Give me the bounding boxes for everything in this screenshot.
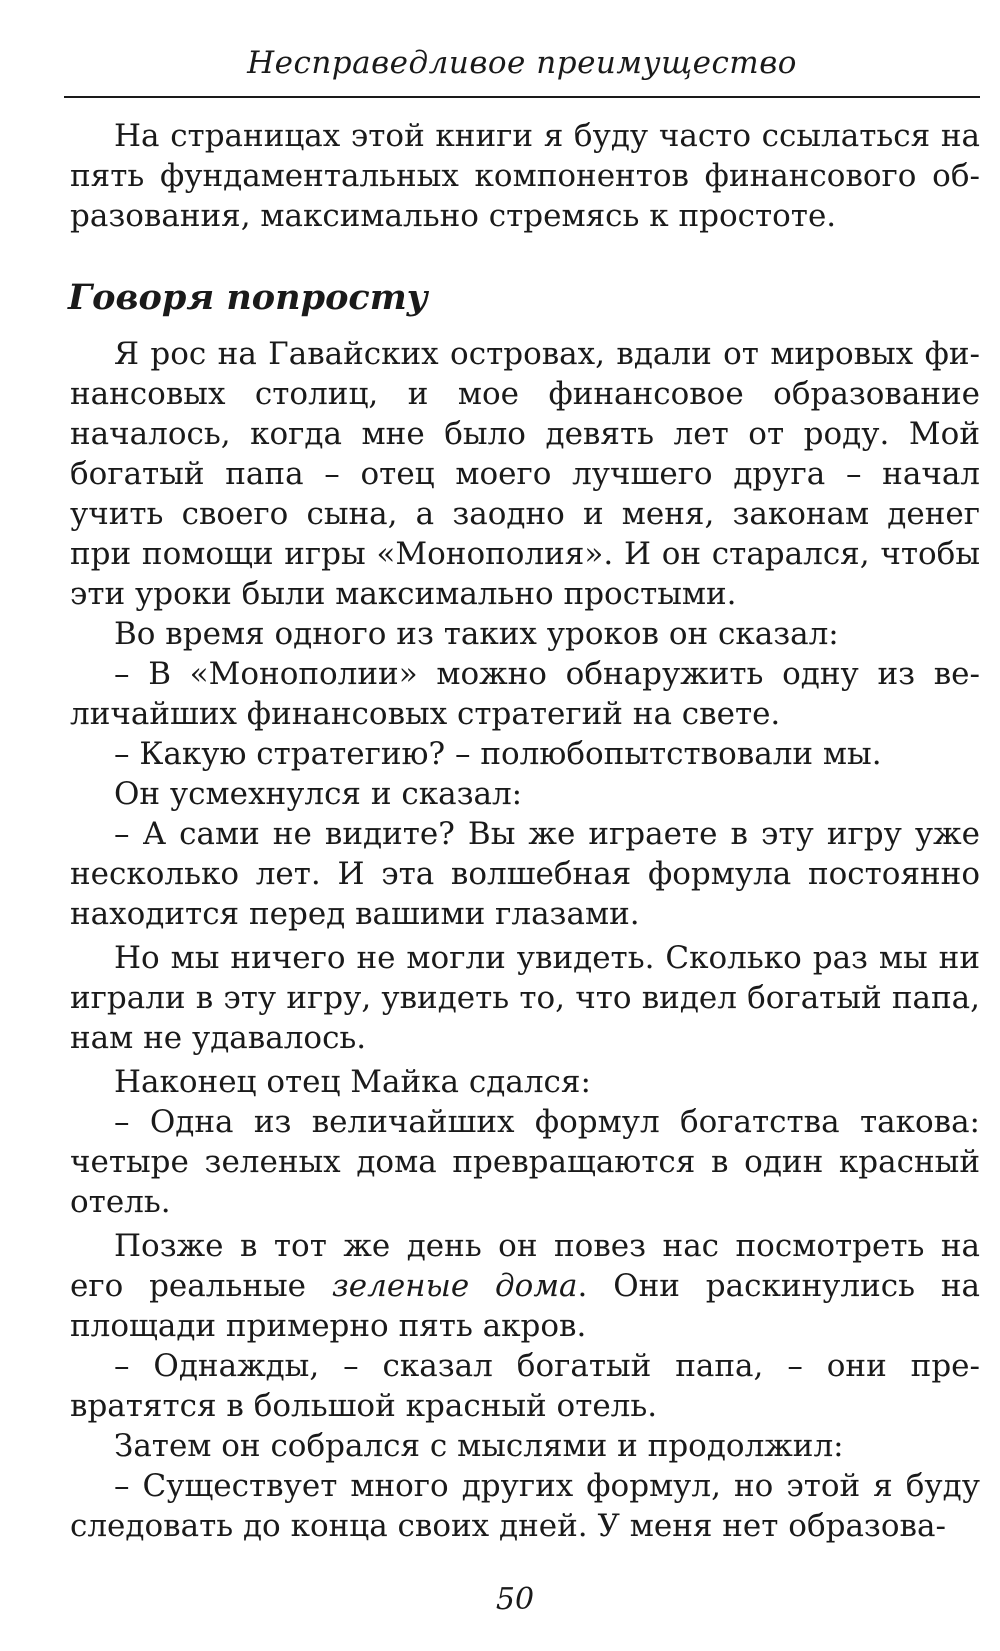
header-rule [64, 96, 980, 98]
paragraph-9: – Одна из величайших формул богатства такова: четыре зеленых дома превращаются в один красный отель. [70, 1104, 980, 1220]
section-heading: Говоря попросту [68, 277, 428, 318]
paragraph-3: – В «Монополии» можно обнаружить одну из величайших финансовых стратегий на свете. [70, 656, 980, 732]
paragraph-10 [70, 1226, 980, 1346]
page-number: 50 [495, 1582, 535, 1617]
paragraph-11: – Однажды, – сказал богатый папа, – они превратятся в большой красный отель. [70, 1348, 980, 1424]
paragraph-8: Наконец отец Майка сдался: [114, 1064, 591, 1100]
paragraph-10-tail: . Они раскинулись на площади примерно пять акров. [70, 1268, 980, 1344]
paragraph-1: Я рос на Гавайских островах, вдали от мировых финансовых столиц, и мое финансовое образование началось, когда мне было девять лет от роду. Мой богатый папа – отец моего лучшего друга – начал учить своего сына, а заодно и меня, законам денег при помощи игры «Монополия». И он старался, чтобы эти уроки были максимально простыми. [70, 336, 980, 612]
paragraph-10-lead: Позже в тот же день он повез нас посмотреть на его реальные [70, 1228, 980, 1304]
paragraph-4: – Какую стратегию? – полюбопытствовали мы. [114, 736, 882, 772]
emphasis-green-houses: зеленые дома [331, 1268, 578, 1304]
section-body [70, 334, 980, 1546]
paragraph-2: Во время одного из таких уроков он сказал: [114, 616, 839, 652]
paragraph-12: Затем он собрался с мыслями и продолжил: [114, 1428, 844, 1464]
paragraph-13: – Существует много других формул, но этой я буду следовать до конца своих дней. У меня нет образова- [70, 1468, 980, 1544]
intro-paragraph: На страницах этой книги я буду часто ссылаться на пять фундаментальных компонентов финансового образования, максимально стремясь к простоте. [70, 118, 980, 234]
running-head: Несправедливое преимущество [247, 45, 797, 81]
intro-text [70, 116, 980, 236]
paragraph-7: Но мы ничего не могли увидеть. Сколько раз мы ни играли в эту игру, увидеть то, что видел богатый папа, нам не удавалось. [70, 940, 980, 1056]
paragraph-6: – А сами не видите? Вы же играете в эту игру уже несколько лет. И эта волшебная формула постоянно находится перед вашими глазами. [70, 816, 980, 932]
paragraph-5: Он усмехнулся и сказал: [114, 776, 523, 812]
